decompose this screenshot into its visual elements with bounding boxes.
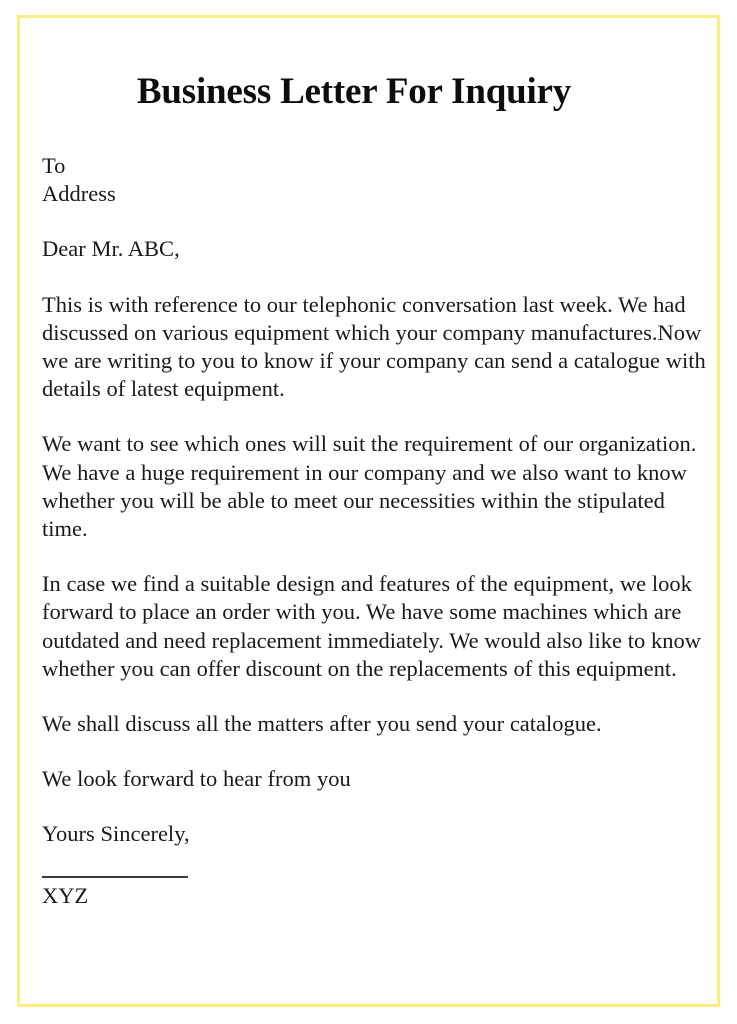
recipient-block	[42, 152, 710, 208]
recipient-address-label: Address	[42, 181, 116, 207]
letter-body	[42, 152, 710, 910]
body-paragraph-5: We look forward to hear from you	[42, 766, 351, 792]
recipient-to-label: To	[42, 153, 66, 178]
signature-rule	[42, 876, 188, 878]
page-title: Business Letter For Inquiry	[136, 71, 572, 112]
body-paragraph-1: This is with reference to our telephonic conversation last week. We had discussed on various equipment which your company manufactures.Now we are writing to you to know if your company can send a catalogue with details of latest equipment.	[42, 291, 706, 402]
signature-name: XYZ	[42, 882, 89, 908]
body-paragraph-3: In case we find a suitable design and features of the equipment, we look forward to place an order with you. We have some machines which are outdated and need replacement immediately. We would also like to know whether you can offer discount on the replacements of this equipment.	[42, 571, 701, 681]
letter-content	[42, 15, 712, 910]
body-paragraph-2: We want to see which ones will suit the requirement of our organization. We have a huge requirement in our company and we also want to know whether you will be able to meet our necessities within the stipulated time.	[42, 431, 697, 542]
salutation-line: Dear Mr. ABC,	[42, 236, 180, 262]
body-paragraph-4: We shall discuss all the matters after you send your catalogue.	[42, 711, 602, 737]
valediction-line: Yours Sincerely,	[42, 821, 190, 847]
